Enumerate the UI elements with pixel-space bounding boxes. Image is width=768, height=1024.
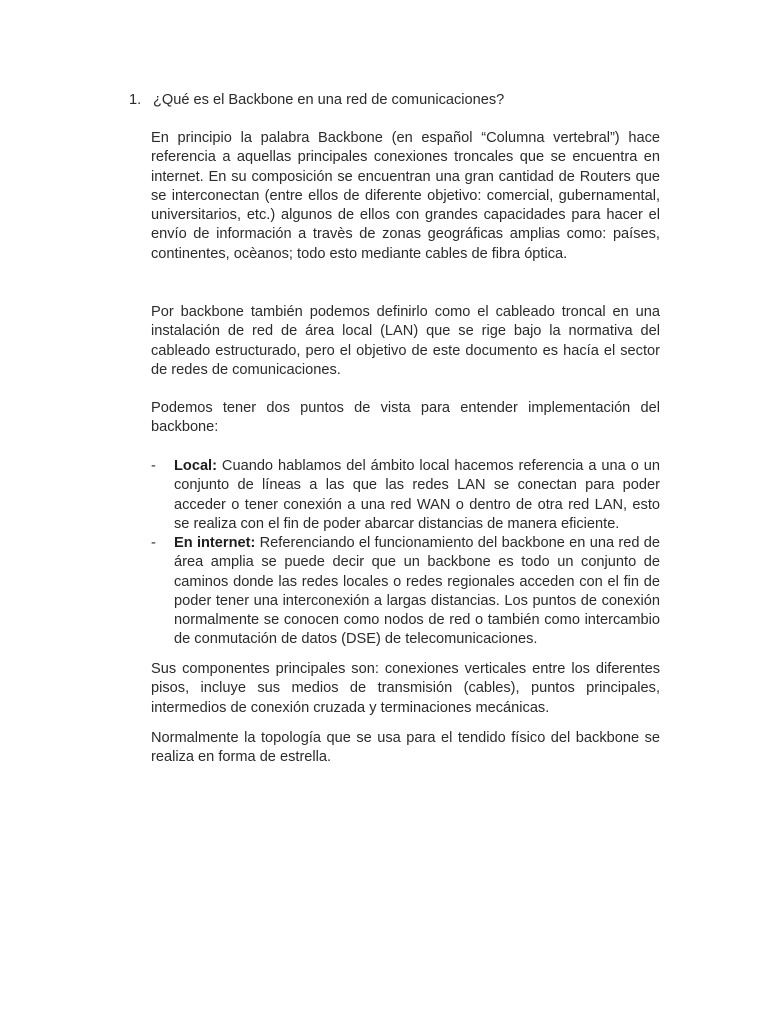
paragraph-definition: En principio la palabra Backbone (en español “Columna vertebral”) hace referencia a aquellas principales conexiones troncales que se encuentra en internet. En su composición se encuentran una gran cantidad de Routers que se interconectan (entre ellos de diferente objetivo: comercial, gubernamental, universitarios, etc.) algunos de ellos con grandes capacidades para hacer el envío de información a travès de zonas geográficas amplias como: países, continentes, ocèanos; todo esto mediante cables de fibra óptica. <box>151 130 660 262</box>
bullet-text: Referenciando el funcionamiento del backbone en una red de área amplia se puede decir que un backbone es todo un conjunto de caminos donde las redes locales o redes regionales acceden con el fin de poder tener una interconexión a largas distancias. Los puntos de conexión normalmente se conocen como nodos de red o también como intercambio de conmutación de datos (DSE) de telecomunicaciones. <box>174 535 660 648</box>
paragraph-lan-backbone: Por backbone también podemos definirlo como el cableado troncal en una instalación de red de área local (LAN) que se rige bajo la normativa del cableado estructurado, pero el objetivo de este documento es hacía el sector de redes de comunicaciones. <box>151 304 660 378</box>
question-number: 1. <box>129 92 142 108</box>
bullet-label: Local: <box>174 458 217 474</box>
bullet-marker: - <box>151 535 156 551</box>
bullet-item-local <box>151 457 660 534</box>
paragraph-components: Sus componentes principales son: conexiones verticales entre los diferentes pisos, incluye sus medios de transmisión (cables), puntos principales, intermedios de conexión cruzada y terminaciones mecánicas. <box>151 661 660 716</box>
bullet-text: Cuando hablamos del ámbito local hacemos referencia a una o un conjunto de líneas a las que las redes LAN se conectan para poder acceder o tener conexión a una red WAN o dentro de otra red LAN, esto se realiza con el fin de poder abarcar distancias de manera eficiente. <box>174 458 660 532</box>
paragraph-points-of-view: Podemos tener dos puntos de vista para entender implementación del backbone: <box>151 400 660 436</box>
question-heading <box>129 91 669 110</box>
bullet-label: En internet: <box>174 535 256 551</box>
bullet-body <box>174 534 660 650</box>
paragraph-topology: Normalmente la topología que se usa para el tendido físico del backbone se realiza en forma de estrella. <box>151 730 660 766</box>
question-text: ¿Qué es el Backbone en una red de comunicaciones? <box>153 92 505 108</box>
bullet-item-internet <box>151 534 660 650</box>
bullet-marker: - <box>151 458 156 474</box>
bullet-body <box>174 457 660 534</box>
